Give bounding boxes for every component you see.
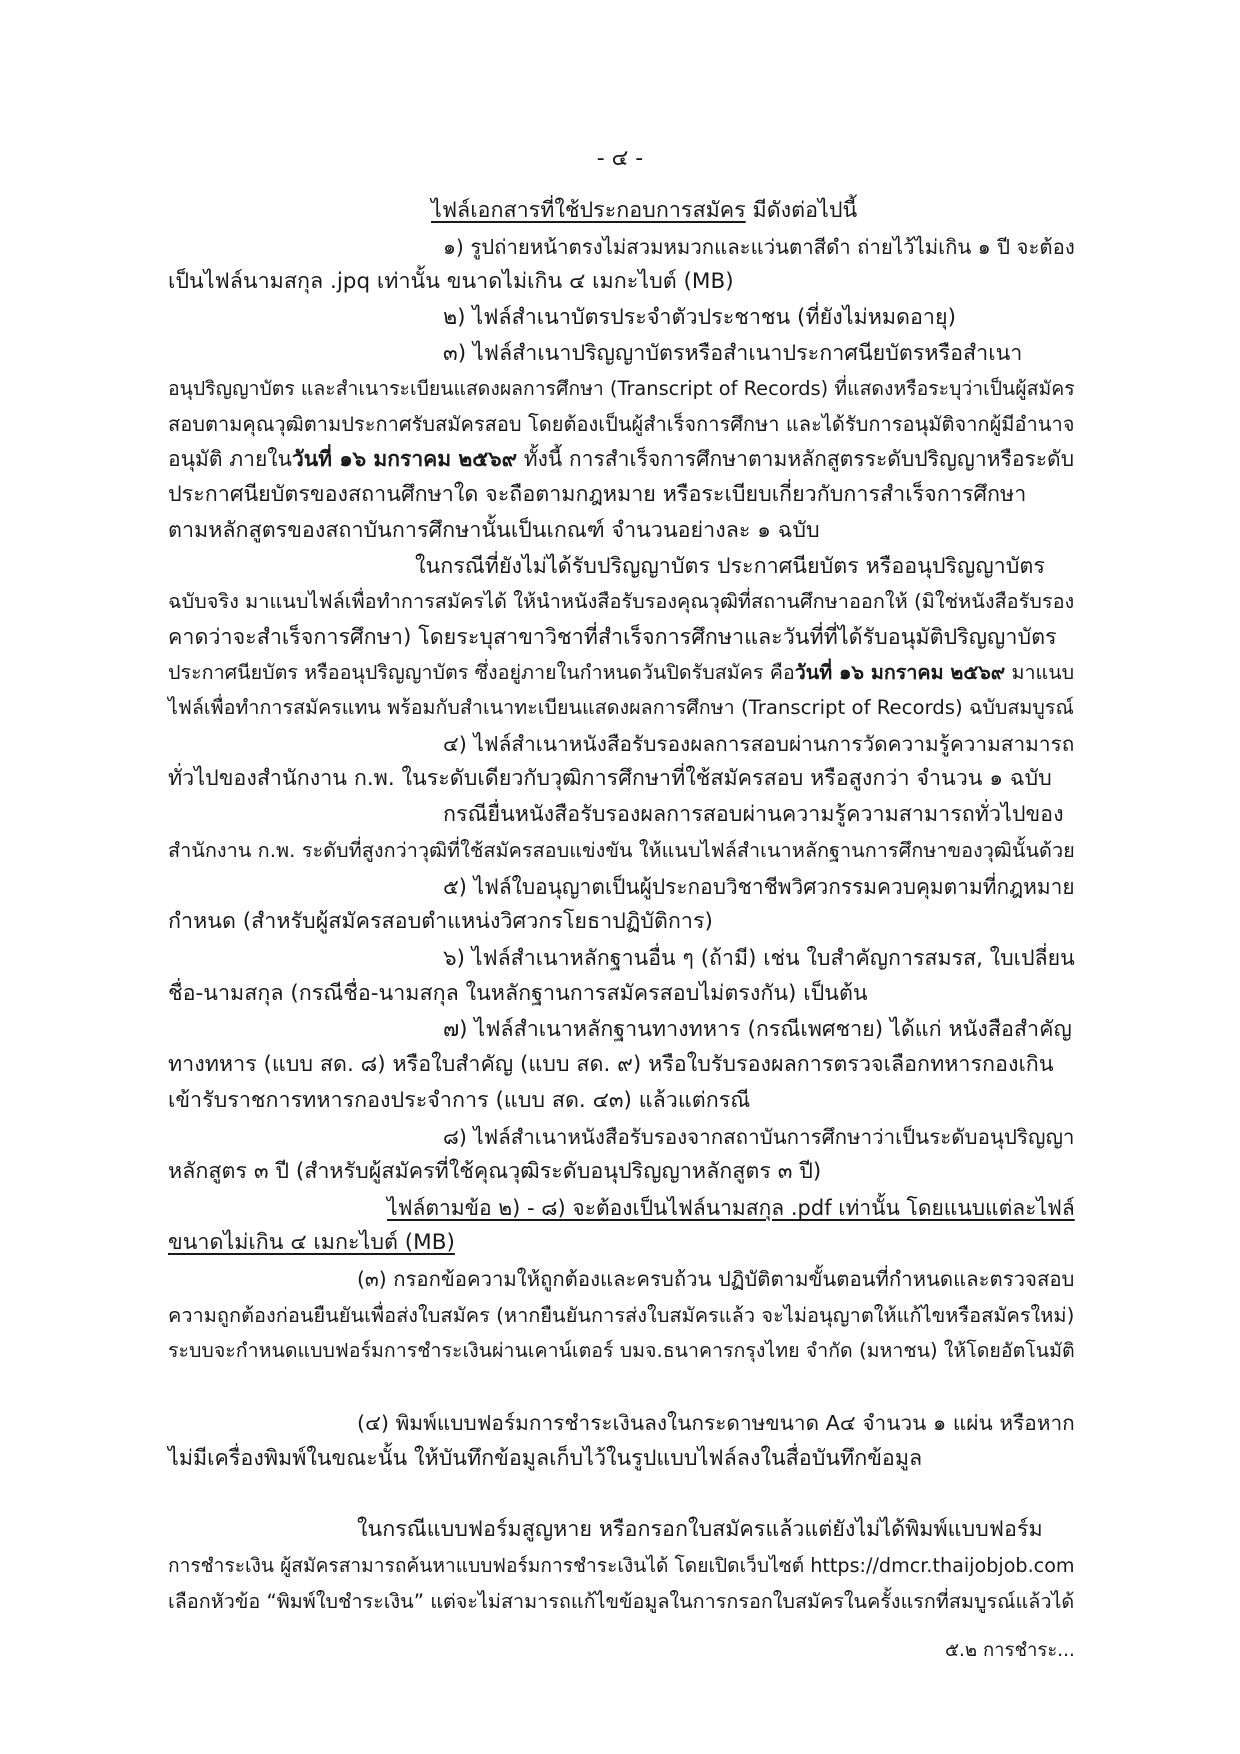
item-3-line-4-c: ทั้งนี้ การสำเร็จการศึกษาตามหลักสูตรระดับปริญญาหรือระดับ (517, 446, 1075, 471)
item-3-note-line-4-c: มาแนบ (1005, 661, 1075, 684)
item-3-line-5: ประกาศนียบัตรของสถานศึกษาใด จะถือตามกฎหมาย หรือระเบียบเกี่ยวกับการสำเร็จการศึกษา (168, 482, 1027, 507)
item-3-line-4-a: อนุมัติ ภายใน (168, 446, 292, 471)
item-7-line-1: ๗) ไฟล์สำเนาหลักฐานทางทหาร (กรณีเพศชาย) ได้แก่ หนังสือสำคัญ (443, 1017, 1072, 1042)
lost-form-line-3: เลือกหัวข้อ “พิมพ์ใบชำระเงิน” แต่จะไม่สามารถแก้ไขข้อมูลในการกรอกใบสมัครในครั้งแรกที่สมบูรณ์แล้วได้ (168, 1590, 1075, 1613)
item-5-line-2: กำหนด (สำหรับผู้สมัครสอบตำแหน่งวิศวกรโยธาปฏิบัติการ) (168, 909, 713, 934)
item-6-line-2: ชื่อ-นามสกุล (กรณีชื่อ-นามสกุล ในหลักฐานการสมัครสอบไม่ตรงกัน) เป็นต้น (168, 981, 868, 1006)
item-3-note-line-2: ฉบับจริง มาแนบไฟล์เพื่อทำการสมัครได้ ให้นำหนังสือรับรองคุณวุฒิที่สถานศึกษาออกให้ (มิใช่หนังสือรับรอง (168, 590, 1075, 613)
item-3-note-line-1: ในกรณีที่ยังไม่ได้รับปริญญาบัตร ประกาศนียบัตร หรืออนุปริญญาบัตร (415, 554, 1045, 579)
step-3-line-2: ความถูกต้องก่อนยืนยันเพื่อส่งใบสมัคร (หากยืนยันการส่งใบสมัครแล้ว จะไม่อนุญาตให้แก้ไขหรือสมัครใหม่) (168, 1303, 1075, 1327)
file-format-note-line-2: ขนาดไม่เกิน ๔ เมกะไบต์ (MB) (168, 1230, 455, 1255)
item-4-line-1: ๔) ไฟล์สำเนาหนังสือรับรองผลการสอบผ่านการวัดความรู้ความสามารถ (443, 732, 1075, 756)
step-3-line-3: ระบบจะกำหนดแบบฟอร์มการชำระเงินผ่านเคาน์เตอร์ บมจ.ธนาคารกรุงไทย จำกัด (มหาชน) ให้โดยอัตโนมัติ (168, 1339, 1075, 1362)
item-2-line-1: ๒) ไฟล์สำเนาบัตรประจำตัวประชาชน (ที่ยังไม่หมดอายุ) (443, 305, 956, 330)
step-4-line-2: ไม่มีเครื่องพิมพ์ในขณะนั้น ให้บันทึกข้อมูลเก็บไว้ในรูปแบบไฟล์ลงในสื่อบันทึกข้อมูล (168, 1446, 923, 1471)
item-3-note-line-4 (168, 658, 1074, 688)
item-3-note-date: วันที่ ๑๖ มกราคม ๒๕๖๙ (794, 661, 1006, 684)
item-4-note-line-2: สำนักงาน ก.พ. ระดับที่สูงกว่าวุฒิที่ใช้สมัครสอบแข่งขัน ให้แนบไฟล์สำเนาหลักฐานการศึกษาของวุฒินั้นด้วย (168, 839, 1075, 862)
item-4-line-2: ทั่วไปของสำนักงาน ก.พ. ในระดับเดียวกับวุฒิการศึกษาที่ใช้สมัครสอบ หรือสูงกว่า จำนวน ๑ ฉบับ (168, 766, 1052, 791)
item-1-line-2: เป็นไฟล์นามสกุล .jpq เท่านั้น ขนาดไม่เกิน ๔ เมกะไบต์ (MB) (168, 269, 734, 294)
item-5-line-1: ๕) ไฟล์ใบอนุญาตเป็นผู้ประกอบวิชาชีพวิศวกรรมควบคุมตามที่กฎหมาย (443, 875, 1075, 899)
lost-form-line-1: ในกรณีแบบฟอร์มสูญหาย หรือกรอกใบสมัครแล้วแต่ยังไม่ได้พิมพ์แบบฟอร์ม (357, 1517, 1043, 1542)
item-3-note-line-3: คาดว่าจะสำเร็จการศึกษา) โดยระบุสาขาวิชาที่สำเร็จการศึกษาและวันที่ที่ได้รับอนุมัติปริญญาบัตร (168, 625, 1057, 650)
item-3-line-1: ๓) ไฟล์สำเนาปริญญาบัตรหรือสำเนาประกาศนียบัตรหรือสำเนา (443, 341, 1023, 366)
item-3-line-2: อนุปริญญาบัตร และสำเนาระเบียนแสดงผลการศึกษา (Transcript of Records) ที่แสดงหรือระบุว่าเป็นผู้สมัคร (168, 377, 1075, 400)
item-8-line-2: หลักสูตร ๓ ปี (สำหรับผู้สมัครที่ใช้คุณวุฒิระดับอนุปริญญาหลักสูตร ๓ ปี) (168, 1159, 822, 1184)
item-3-note-line-4-a: ประกาศนียบัตร หรืออนุปริญญาบัตร ซึ่งอยู่ภายในกำหนดวันปิดรับสมัคร คือ (168, 661, 795, 684)
item-8-line-1: ๘) ไฟล์สำเนาหนังสือรับรองจากสถาบันการศึกษาว่าเป็นระดับอนุปริญญา (443, 1125, 1075, 1149)
section-heading (431, 196, 857, 226)
item-7-line-2: ทางทหาร (แบบ สด. ๘) หรือใบสำคัญ (แบบ สด. ๙) หรือใบรับรองผลการตรวจเลือกทหารกองเกิน (168, 1052, 1054, 1077)
heading-rest: มีดังต่อไปนี้ (745, 198, 858, 223)
item-3-line-3: สอบตามคุณวุฒิตามประกาศรับสมัครสอบ โดยต้องเป็นผู้สำเร็จการศึกษา และได้รับการอนุมัติจากผู้มีอำนาจ (168, 412, 1075, 436)
item-7-line-3: เข้ารับราชการทหารกองประจำการ (แบบ สด. ๔๓) แล้วแต่กรณี (168, 1088, 751, 1113)
file-format-note-line-1: ไฟล์ตามข้อ ๒) - ๘) จะต้องเป็นไฟล์นามสกุล .pdf เท่านั้น โดยแนบแต่ละไฟล์ (387, 1195, 1075, 1220)
page-number: - ๔ - (596, 146, 644, 171)
next-page-reference: ๕.๒ การชำระ... (945, 1640, 1075, 1661)
item-6-line-1: ๖) ไฟล์สำเนาหลักฐานอื่น ๆ (ถ้ามี) เช่น ใบสำคัญการสมรส, ใบเปลี่ยน (443, 946, 1075, 971)
item-3-date: วันที่ ๑๖ มกราคม ๒๕๖๙ (291, 446, 518, 471)
item-3-line-4 (168, 444, 1074, 474)
item-1-line-1: ๑) รูปถ่ายหน้าตรงไม่สวมหมวกและแว่นตาสีดำ ถ่ายไว้ไม่เกิน ๑ ปี จะต้อง (443, 235, 1075, 259)
heading-underlined: ไฟล์เอกสารที่ใช้ประกอบการสมัคร (431, 198, 746, 223)
step-3-line-1: (๓) กรอกข้อความให้ถูกต้องและครบถ้วน ปฏิบัติตามขั้นตอนที่กำหนดและตรวจสอบ (357, 1267, 1075, 1291)
lost-form-line-2: การชำระเงิน ผู้สมัครสามารถค้นหาแบบฟอร์มการชำระเงินได้ โดยเปิดเว็บไซต์ https://dmcr.thaijobjob.com (168, 1554, 1075, 1577)
step-4-line-1: (๔) พิมพ์แบบฟอร์มการชำระเงินลงในกระดาษขนาด A๔ จำนวน ๑ แผ่น หรือหาก (357, 1411, 1075, 1435)
item-4-note-line-1: กรณียื่นหนังสือรับรองผลการสอบผ่านความรู้ความสามารถทั่วไปของ (443, 802, 1064, 827)
item-3-note-line-5: ไฟล์เพื่อทำการสมัครแทน พร้อมกับสำเนาทะเบียนแสดงผลการศึกษา (Transcript of Records) ฉบับสมบูรณ์ (168, 696, 1074, 719)
item-3-line-6: ตามหลักสูตรของสถาบันการศึกษานั้นเป็นเกณฑ์ จำนวนอย่างละ ๑ ฉบับ (168, 518, 820, 543)
